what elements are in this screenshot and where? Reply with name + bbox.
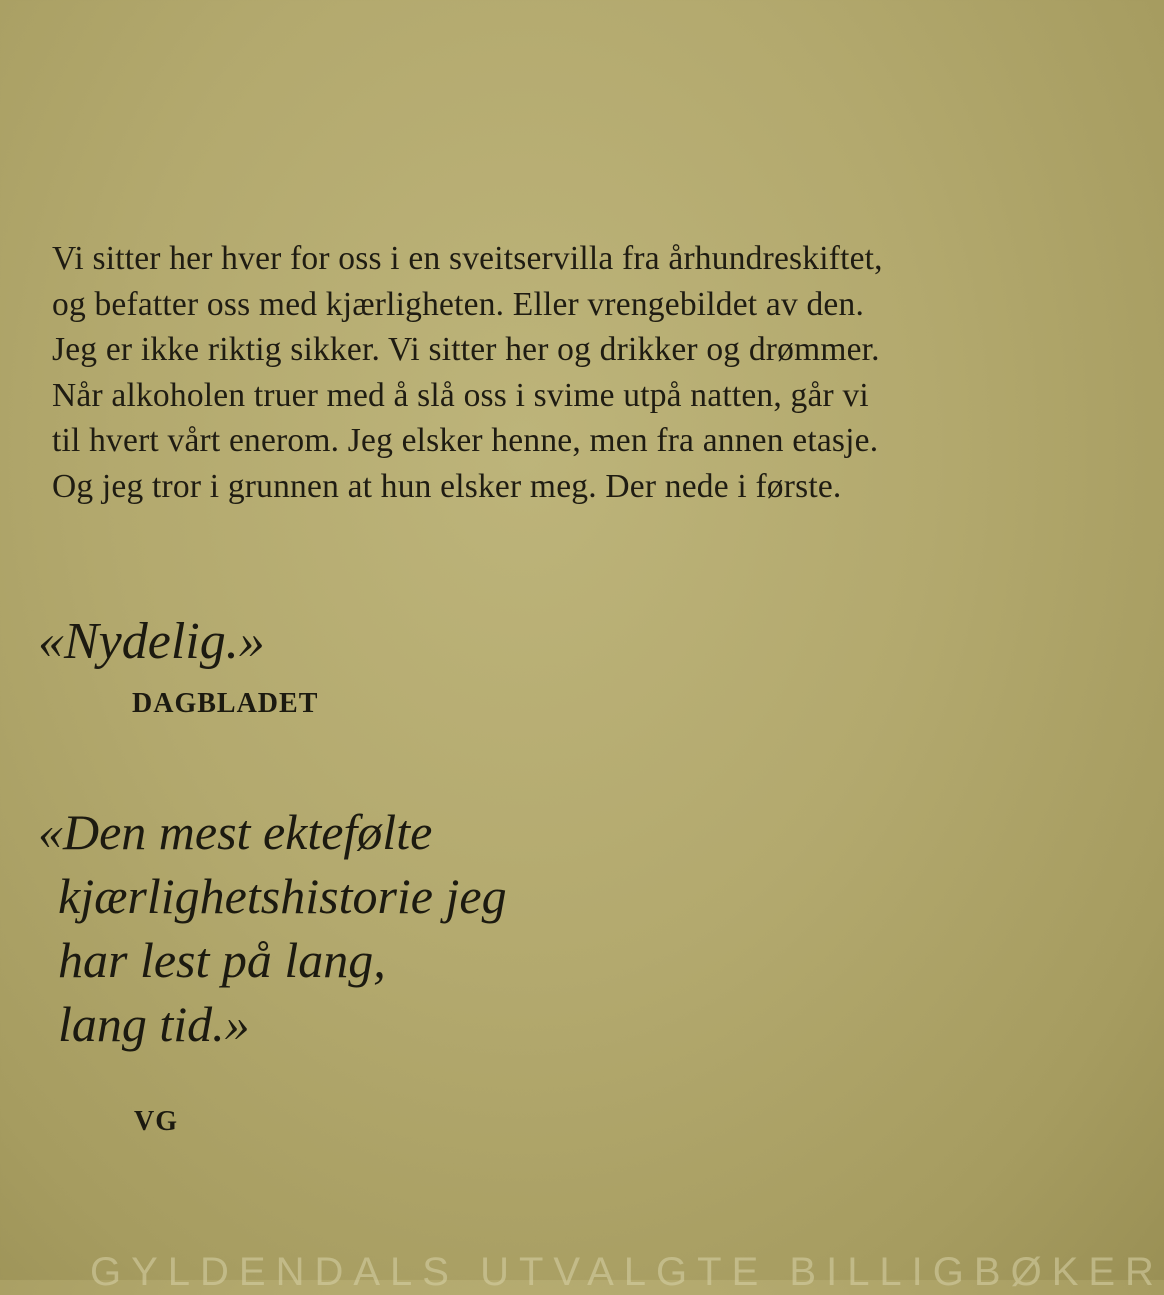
review-quote-vg [38, 800, 507, 1056]
quote-line: kjærlighetshistorie jeg [58, 868, 507, 924]
quote-line: har lest på lang, [58, 932, 386, 988]
blurb-line: Og jeg tror i grunnen at hun elsker meg. Der nede i første. [52, 467, 842, 505]
quote-line: «Den mest ektefølte [38, 804, 433, 860]
quote-line: lang tid.» [58, 996, 250, 1052]
series-banner: GYLDENDALS UTVALGTE BILLIGBØKER [90, 1250, 1164, 1294]
review-source-vg: VG [134, 1106, 178, 1137]
blurb-line: og befatter oss med kjærligheten. Eller vrengebildet av den. [52, 285, 865, 323]
blurb-line: Vi sitter her hver for oss i en sveitservilla fra århundreskiftet, [52, 240, 883, 277]
blurb-text [52, 236, 942, 509]
review-source-dagbladet: DAGBLADET [132, 688, 319, 719]
blurb-line: til hvert vårt enerom. Jeg elsker henne, men fra annen etasje. [52, 422, 879, 459]
review-quote-dagbladet [38, 612, 265, 672]
quote-line: «Nydelig.» [38, 613, 265, 670]
blurb-line: Jeg er ikke riktig sikker. Vi sitter her og drikker og drømmer. [52, 331, 880, 368]
blurb-line: Når alkoholen truer med å slå oss i svime utpå natten, går vi [52, 376, 869, 414]
